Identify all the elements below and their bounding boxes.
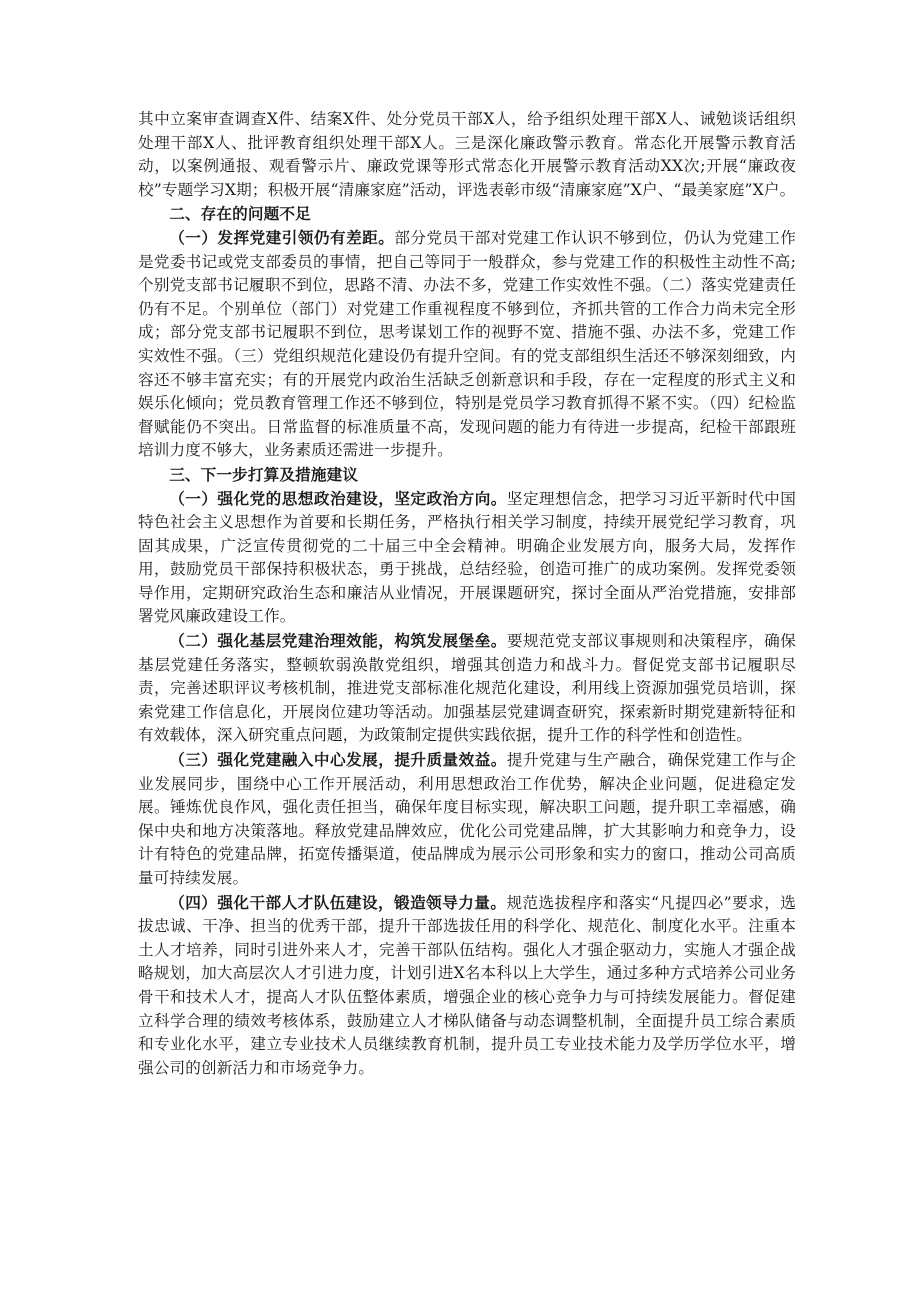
measure-lead-2: （二）强化基层党建治理效能，构筑发展堡垒。 bbox=[169, 631, 507, 651]
measure-paragraph-3 bbox=[138, 748, 796, 891]
document-page bbox=[138, 108, 796, 1080]
problems-body: 部分党员干部对党建工作认识不够到位，仍认为党建工作是党委书记或党支部委员的事情，把自己等同于一般群众，参与党建工作的积极性主动性不高;个别党支部书记履职不到位，思路不清、办法不多，党建工作实效性不强。（二）落实党建责任仍有不足。个别单位（部门）对党建工作重视程度不够到位，齐抓共管的工作合力尚未完全形成；部分党支部书记履职不到位，思考谋划工作的视野不宽、措施不强、办法不多，党建工作实效性不强。（三）党组织规范化建设仍有提升空间。有的党支部组织生活还不够深刻细致，内容还不够丰富充实；有的开展党内政治生活缺乏创新意识和手段，存在一定程度的形式主义和娱乐化倾向；党员教育管理工作还不够到位，特别是党员学习教育抓得不紧不实。（四）纪检监督赋能仍不突出。日常监督的标准质量不高，发现问题的能力有待进一步提高，纪检干部跟班培训力度不够大，业务素质还需进一步提升。 bbox=[138, 228, 796, 460]
measure-body-4: 规范选拔程序和落实“凡提四必”要求，选拔忠诚、干净、担当的优秀干部，提升干部选拔任用的科学化、规范化、制度化水平。注重本土人才培养，同时引进外来人才，完善干部队伍结构。强化人才强企驱动力，实施人才强企战略规划，加大高层次人才引进力度，计划引进X名本科以上大学生，通过多种方式培养公司业务骨干和技术人才，提高人才队伍整体素质，增强企业的核心竞争力与可持续发展能力。督促建立科学合理的绩效考核体系，鼓励建立人才梯队储备与动态调整机制，全面提升员工综合素质和专业化水平，建立专业技术人员继续教育机制，提升员工专业技术能力及学历学位水平，增强公司的创新活力和市场竞争力。 bbox=[138, 893, 797, 1077]
measure-body-3: 提升党建与生产融合，确保党建工作与企业发展同步，围绕中心工作开展活动，利用思想政治工作优势，解决企业问题，促进稳定发展。锤炼优良作风，强化责任担当，确保年度目标实现，解决职工问题，提升职工幸福感，确保中央和地方决策落地。释放党建品牌效应，优化公司党建品牌，扩大其影响力和竞争力，设计有特色的党建品牌，拓宽传播渠道，使品牌成为展示公司形象和实力的窗口，推动公司高质量可持续发展。 bbox=[138, 751, 797, 887]
measure-paragraph-1 bbox=[138, 487, 796, 630]
intro-paragraph: 其中立案审查调查X件、结案X件、处分党员干部X人，给予组织处理干部X人、诫勉谈话组织处理干部X人、批评教育组织处理干部X人。三是深化廉政警示教育。常态化开展警示教育活动，以案例通报、观看警示片、廉政党课等形式常态化开展警示教育活动XX次;开展“廉政夜校”专题学习X期；积极开展“清廉家庭”活动，评选表彰市级“清廉家庭”X户、“最美家庭”X户。 bbox=[138, 110, 796, 199]
measure-body-2: 要规范党支部议事规则和决策程序，确保基层党建任务落实，整顿软弱涣散党组织，增强其创造力和战斗力。督促党支部书记履职尽责，完善述职评议考核机制，推进党支部标准化规范化建设，利用线上资源加强党员培训，探索党建工作信息化，开展岗位建功等活动。加强基层党建调查研究，探索新时期党建新特征和有效载体，深入研究重点问题，为政策制定提供实践依据，提升工作的科学性和创造性。 bbox=[138, 632, 797, 745]
section-heading-problems: 二、存在的问题不足 bbox=[169, 204, 311, 224]
measure-paragraph-2 bbox=[138, 629, 796, 748]
measure-lead-4: （四）强化干部人才队伍建设，锻造领导力量。 bbox=[169, 892, 507, 912]
measure-lead-1: （一）强化党的思想政治建设，坚定政治方向。 bbox=[169, 488, 507, 508]
problems-lead: （一）发挥党建引领仍有差距。 bbox=[169, 227, 395, 247]
section-heading-next-steps: 三、下一步打算及措施建议 bbox=[169, 464, 359, 484]
measure-paragraph-4 bbox=[138, 891, 796, 1081]
measure-lead-3: （三）强化党建融入中心发展，提升质量效益。 bbox=[169, 750, 507, 770]
measure-body-1: 坚定理想信念，把学习习近平新时代中国特色社会主义思想作为首要和长期任务，严格执行相关学习制度，持续开展党纪学习教育，巩固其成果，广泛宣传贯彻党的二十届三中全会精神。明确企业发展方向，服务大局，发挥作用，鼓励党员干部保持积极状态，勇于挑战，总结经验，创造可推广的成功案例。发挥党委领导作用，定期研究政治生态和廉洁从业情况，开展课题研究，探讨全面从严治党措施，安排部署党风廉政建设工作。 bbox=[138, 489, 797, 626]
problems-paragraph bbox=[138, 226, 796, 463]
